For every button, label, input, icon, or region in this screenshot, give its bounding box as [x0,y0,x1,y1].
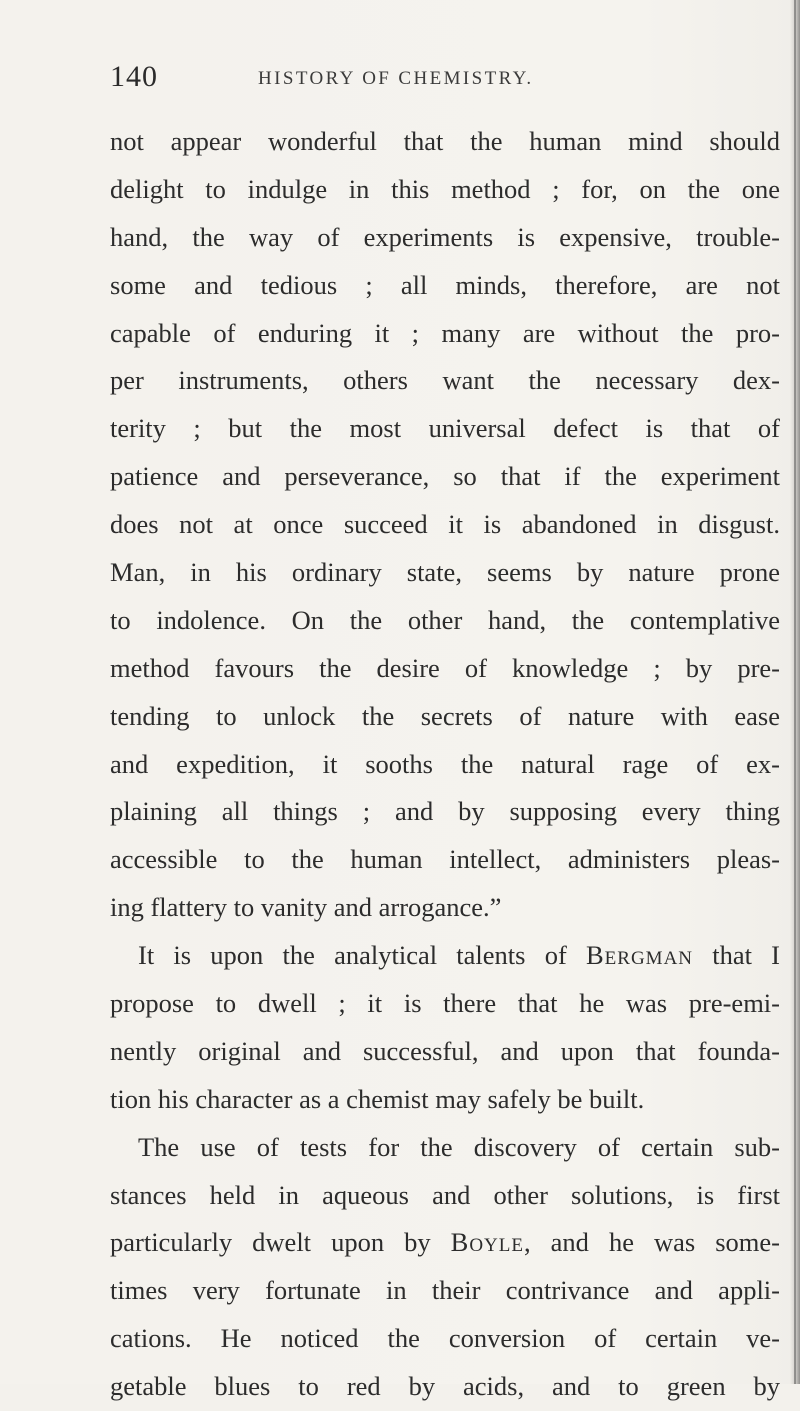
body-text [110,118,780,1411]
text-line: per instruments, others want the necessary dex- [110,365,780,396]
text-line: cations. He noticed the conversion of certain ve- [110,1323,780,1354]
text-line: capable of enduring it ; many are without the pro- [110,317,780,348]
text-line: times very fortunate in their contrivance and appli- [110,1275,780,1306]
text-line-segment: , and he was some- [524,1227,781,1258]
text-line: some and tedious ; all minds, therefore, are not [110,269,780,300]
person-name: Bergman [586,940,694,971]
text-line: propose to dwell ; it is there that he was pre-emi- [110,988,780,1019]
text-line: stances held in aqueous and other solutions, is first [110,1179,780,1210]
text-line: and expedition, it sooths the natural rage of ex- [110,748,780,779]
page-edge-line [794,0,796,1384]
text-line: hand, the way of experiments is expensive, trouble- [110,221,780,252]
person-name: Boyle [450,1227,524,1258]
text-line [110,932,780,980]
text-line: terity ; but the most universal defect is that of [110,413,780,444]
page-header [110,60,710,100]
text-line: tion his character as a chemist may safely be built. [110,1083,645,1114]
page-number: 140 [110,60,158,93]
text-line: not appear wonderful that the human mind should [110,126,780,156]
text-line: to indolence. On the other hand, the contemplative [110,604,780,635]
text-line: getable blues to red by acids, and to green by [110,1371,780,1402]
text-line: method favours the desire of knowledge ; by pre- [110,652,780,683]
text-line: patience and perseverance, so that if the experiment [110,461,780,492]
text-line: delight to indulge in this method ; for, on the one [110,173,780,204]
text-line: accessible to the human intellect, administers pleas- [110,844,780,875]
running-head: HISTORY OF CHEMISTRY. [258,68,534,89]
text-line: tending to unlock the secrets of nature with ease [110,700,780,731]
text-line-segment: particularly dwelt upon by [110,1227,451,1258]
text-line: ing flattery to vanity and arrogance.” [110,892,502,923]
text-line: plaining all things ; and by supposing every thing [110,796,780,827]
text-line: The use of tests for the discovery of certain sub- [138,1131,780,1162]
text-line-segment: It is upon the analytical talents of [138,940,586,971]
text-line: does not at once succeed it is abandoned in disgust. [110,509,780,540]
text-line: nently original and successful, and upon that founda- [110,1035,780,1066]
text-line [110,1219,780,1267]
text-line-segment: that I [693,940,781,971]
text-line: Man, in his ordinary state, seems by nature prone [110,557,780,588]
